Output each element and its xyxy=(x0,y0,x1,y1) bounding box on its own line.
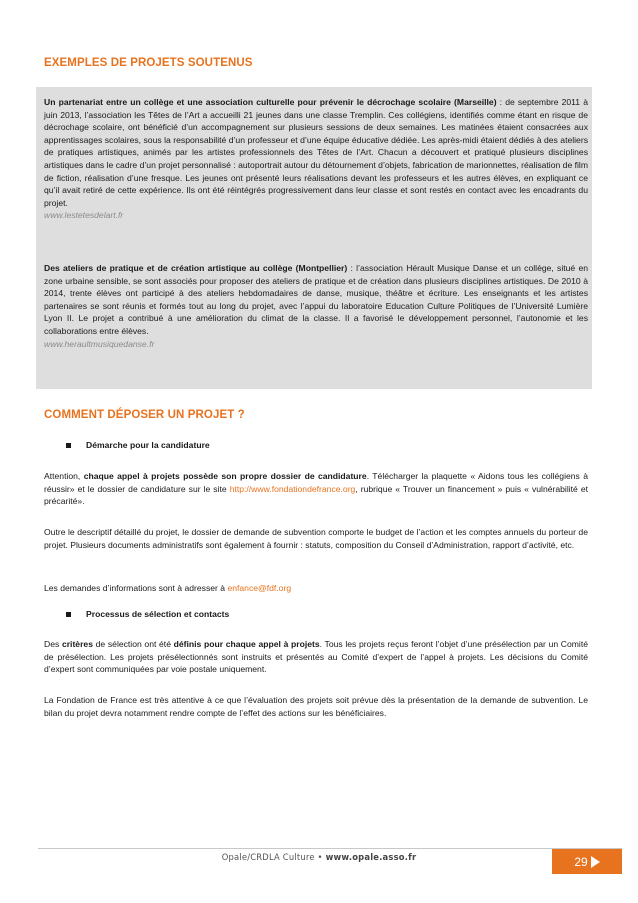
para-criteres-c: de sélection ont été xyxy=(93,639,174,649)
bullet-candidature-label: Démarche pour la candidature xyxy=(86,440,210,450)
para-demandes-text: Les demandes d’informations sont à adresser à xyxy=(44,583,228,593)
footer xyxy=(0,852,638,862)
link-email-enfance[interactable]: enfance@fdf.org xyxy=(227,583,292,593)
para-attention xyxy=(44,470,588,508)
footer-divider xyxy=(38,848,622,849)
para-criteres xyxy=(44,638,588,676)
para-evaluation: La Fondation de France est très attentive à ce que l’évaluation des projets soit prévue dès la présentation de la demande de subvention. Le bilan du projet devra notamment rendre compte de l’effet des actions sur les bénéficiaires. xyxy=(44,695,588,718)
triangle-right-icon xyxy=(591,856,600,868)
para-dossier: Outre le descriptif détaillé du projet, le dossier de demande de subvention comporte le budget de l’action et les comptes annuels du porteur de projet. Plusieurs documents administratifs sont également à fournir : statuts, composition du Conseil d’Administration, rapport d’activité, etc. xyxy=(44,527,588,550)
section-title-deposit: COMMENT DÉPOSER UN PROJET ? xyxy=(44,409,245,421)
example-marseille xyxy=(44,96,588,222)
example-montpellier xyxy=(44,262,588,350)
link-lestetesdelart[interactable]: www.lestetesdelart.fr xyxy=(44,210,124,221)
example-marseille-title: Un partenariat entre un collège et une association culturelle pour prévenir le décrochage scolaire (Marseille) xyxy=(44,97,497,107)
bullet-selection xyxy=(66,609,229,619)
bullet-candidature xyxy=(66,440,210,450)
para-criteres-d: . Tous les projets reçus feront l’objet d’une présélection par un Comité de présélection. Les projets présélectionnés sont instruits et présentés au Comité d’expert de l’appel à projets. Les décisions du Comité d’expert sont communiquées par voie postale uniquement. xyxy=(44,639,588,675)
para-attention-start: Attention, xyxy=(44,471,84,481)
link-fondationdefrance[interactable]: http://www.fondationdefrance.org xyxy=(229,483,356,494)
footer-site-link[interactable]: www.opale.asso.fr xyxy=(325,852,417,862)
square-bullet-icon xyxy=(66,443,71,448)
link-heraultmusiquedanse[interactable]: www.heraultmusiquedanse.fr xyxy=(44,338,155,349)
example-montpellier-text: : l’association Hérault Musique Danse et un collège, situé en zone urbaine sensible, se sont associés pour proposer des ateliers de pratique et de création dans plusieurs disciplines artistiques. De 2010 à 2014, trente élèves ont participé à des ateliers hebdomadaires de danse, musique, théâtre et écriture. Les enseignants et les artistes partenaires se sont réunis et formés tout au long du projet, avec l’appui du laboratoire Education Culture Politiques de l’Université Lumière Lyon II. Le projet a contribué à une amélioration du climat de la classe. Il a favorisé le développement personnel, l’autonomie et les collaborations entre élèves. xyxy=(44,263,588,336)
para-criteres-bold2: définis pour chaque appel à projets xyxy=(173,639,320,649)
square-bullet-icon xyxy=(66,612,71,617)
para-demandes xyxy=(44,582,588,595)
example-montpellier-title: Des ateliers de pratique et de création artistique au collège (Montpellier) xyxy=(44,263,348,273)
para-criteres-bold1: critères xyxy=(61,639,93,649)
para-attention-bold: chaque appel à projets possède son propre dossier de candidature xyxy=(83,471,367,481)
section-title-examples: EXEMPLES DE PROJETS SOUTENUS xyxy=(44,57,253,69)
page-number: 29 xyxy=(574,854,588,869)
para-criteres-a: Des xyxy=(44,639,62,649)
example-marseille-text: : de septembre 2011 à juin 2013, l’association les Têtes de l’Art a accueilli 21 jeunes dans une classe Tremplin. Ces collégiens, identifiés comme étant en risque de décrochage scolaire, ont bénéficié d’un accompagnement sur plusieurs sessions de deux semaines. Les matinées étaient consacrées aux apprentissages scolaires, sous la responsabilité d’un professeur et d’une équipe éducative dédiée. Les après-midi étaient dédiés à des ateliers de pratiques artistiques, animés par les artistes professionnels des Têtes de l’Art. Chacun a découvert et pratiqué plusieurs disciplines artistiques dans le cadre d’un projet personnalisé : autoportrait autour du détournement d’objets, fabrication de marionnettes, réalisation de film de fiction, réalisation d’une fresque. Les jeunes ont présenté leurs réalisations devant les professeurs et les autres élèves, en expliquant ce qu’il avait retiré de cette expérience. Ils ont été réintégrés progressivement dans leur classe et sont restés en contact avec les encadrants du projet. xyxy=(44,97,588,208)
para-attention-end: , rubrique « Trouver un financement » puis « vulnérabilité et précarité». xyxy=(44,483,588,507)
footer-org: Opale/CRDLA Culture • xyxy=(221,852,326,862)
bullet-selection-label: Processus de sélection et contacts xyxy=(86,609,230,619)
page-number-badge xyxy=(552,849,622,874)
para-attention-mid: . Télécharger la plaquette « Aidons tous les collégiens à réussir» et le dossier de candidature sur le site xyxy=(44,471,588,494)
